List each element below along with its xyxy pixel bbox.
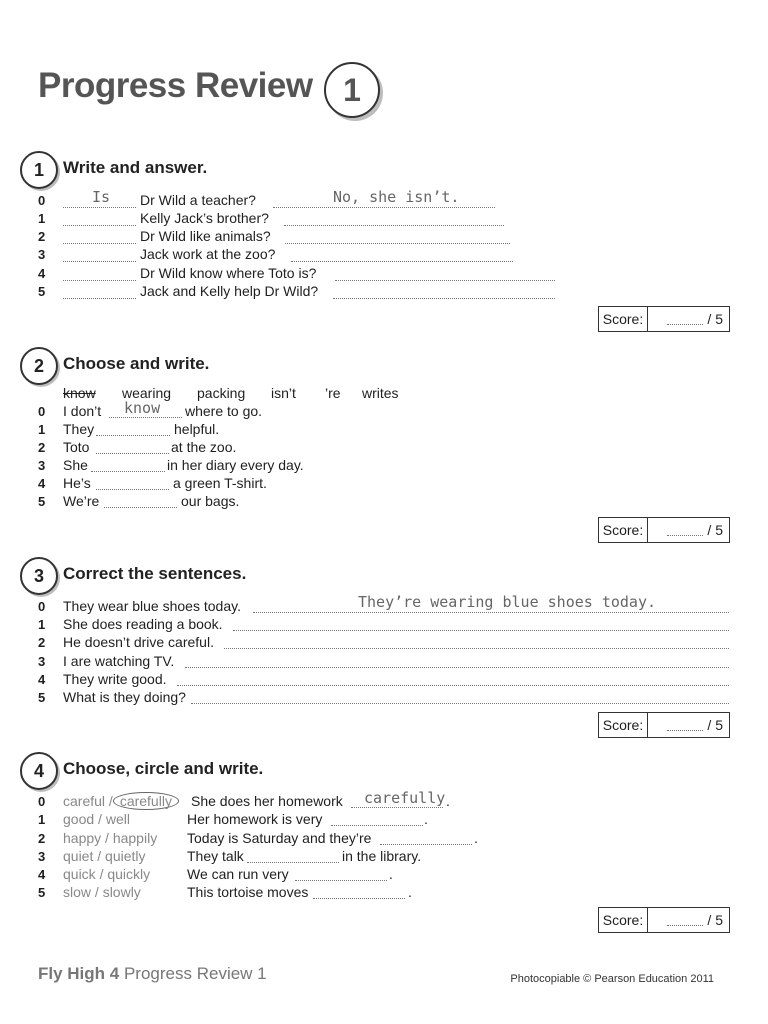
score-label: Score: — [599, 518, 648, 542]
answer-blank[interactable] — [335, 280, 555, 281]
section-1-title: Write and answer. — [63, 158, 208, 177]
item-number: 4 — [38, 266, 46, 281]
answer-blank[interactable] — [333, 298, 555, 299]
word-bank-item: packing — [197, 385, 246, 401]
sentence-end: our bags. — [181, 493, 240, 509]
section-3-number: 3 — [20, 557, 58, 595]
sentence-text: They talk — [187, 848, 244, 864]
answer-blank[interactable] — [224, 648, 729, 649]
answer-blank[interactable] — [104, 507, 177, 508]
item-number: 3 — [38, 654, 46, 669]
option-pair — [63, 811, 130, 827]
answer-blank[interactable] — [91, 471, 165, 472]
sentence-text: This tortoise moves — [187, 884, 309, 900]
question-text: Jack work at the zoo? — [140, 246, 276, 262]
answer-blank[interactable] — [253, 612, 729, 613]
score-blank[interactable] — [667, 314, 703, 325]
footer-label: Progress Review 1 — [123, 964, 267, 983]
item-number: 0 — [38, 193, 46, 208]
section-4-number: 4 — [20, 752, 58, 790]
sentence-text: Her homework is very — [187, 811, 323, 827]
answer-blank[interactable] — [96, 489, 169, 490]
question-text: Dr Wild a teacher? — [140, 192, 256, 208]
sentence-text: They wear blue shoes today. — [63, 598, 241, 614]
answer-blank[interactable] — [63, 280, 136, 281]
item-number: 5 — [38, 494, 46, 509]
section-4-title: Choose, circle and write. — [63, 759, 264, 778]
sentence-text: He doesn’t drive careful. — [63, 634, 214, 650]
answer-blank[interactable] — [291, 261, 513, 262]
option-2[interactable]: slowly — [102, 884, 141, 900]
sentence-end: helpful. — [174, 421, 220, 437]
answer-blank[interactable] — [273, 207, 495, 208]
item-number: 4 — [38, 672, 46, 687]
item-number: 4 — [38, 867, 46, 882]
sentence-text: They write good. — [63, 671, 167, 687]
slash: / — [94, 884, 99, 900]
score-box — [598, 907, 730, 933]
option-1[interactable]: slow — [63, 884, 92, 900]
option-2[interactable]: quietly — [105, 848, 146, 864]
option-2[interactable]: happily — [112, 830, 158, 846]
section-2-number: 2 — [20, 347, 58, 385]
score-total: / 5 — [707, 311, 723, 327]
sentence-start: Toto — [63, 439, 90, 455]
answer-blank[interactable] — [177, 685, 729, 686]
review-number-badge: 1 — [324, 62, 380, 118]
option-1[interactable]: quick — [63, 866, 96, 882]
score-blank[interactable] — [667, 525, 703, 536]
slash: / — [99, 866, 104, 882]
answer-blank[interactable] — [63, 243, 136, 244]
item-number: 4 — [38, 476, 46, 491]
sentence-text: Today is Saturday and they’re — [187, 830, 372, 846]
answer-blank[interactable] — [247, 862, 339, 863]
option-1[interactable]: quiet — [63, 848, 94, 864]
option-1[interactable]: good — [63, 811, 95, 827]
item-number: 1 — [38, 211, 46, 226]
sentence-text: What is they doing? — [63, 689, 186, 705]
score-label: Score: — [599, 908, 648, 932]
sentence-start: They — [63, 421, 95, 437]
sentence-text: I are watching TV. — [63, 653, 175, 669]
answer-blank[interactable] — [63, 261, 136, 262]
item-number: 2 — [38, 831, 46, 846]
word-bank-item: know — [63, 385, 96, 401]
sentence-start: She — [63, 457, 88, 473]
footer-title — [38, 964, 267, 984]
sentence-start: We’re — [63, 493, 100, 509]
score-label: Score: — [599, 307, 648, 331]
sentence-end: . — [474, 830, 478, 846]
example-answer: Is — [92, 188, 111, 206]
sentence-end: . — [389, 866, 393, 882]
option-2[interactable]: well — [105, 811, 130, 827]
sentence-text: She does her homework — [191, 793, 343, 809]
sentence-text: She does reading a book. — [63, 616, 223, 632]
score-total: / 5 — [707, 522, 723, 538]
sentence-end: at the zoo. — [171, 439, 237, 455]
sentence-end: . — [424, 811, 428, 827]
item-number: 2 — [38, 635, 46, 650]
item-number: 0 — [38, 599, 46, 614]
option-1[interactable]: careful — [63, 793, 106, 809]
answer-blank[interactable] — [96, 435, 170, 436]
example-answer: They’re wearing blue shoes today. — [358, 593, 657, 611]
page-title: Progress Review — [38, 66, 313, 105]
word-bank-item: writes — [362, 385, 399, 401]
slash: / — [108, 793, 113, 809]
sentence-text: We can run very — [187, 866, 289, 882]
section-3-title: Correct the sentences. — [63, 564, 247, 583]
option-pair — [63, 830, 157, 846]
answer-blank[interactable] — [191, 703, 729, 704]
word-bank-item: isn’t — [271, 385, 296, 401]
sentence-end: in her diary every day. — [167, 457, 304, 473]
score-total: / 5 — [707, 912, 723, 928]
question-text: Dr Wild know where Toto is? — [140, 265, 317, 281]
item-number: 0 — [38, 794, 46, 809]
item-number: 1 — [38, 812, 46, 827]
answer-blank[interactable] — [63, 207, 136, 208]
question-text: Jack and Kelly help Dr Wild? — [140, 283, 319, 299]
answer-blank[interactable] — [351, 807, 443, 808]
item-number: 3 — [38, 458, 46, 473]
item-number: 5 — [38, 690, 46, 705]
example-reply: No, she isn’t. — [333, 188, 460, 206]
option-2-circled[interactable]: carefully — [113, 792, 179, 810]
answer-blank[interactable] — [109, 417, 182, 418]
answer-blank[interactable] — [63, 298, 136, 299]
section-2-title: Choose and write. — [63, 354, 210, 373]
question-text: Dr Wild like animals? — [140, 228, 271, 244]
option-pair — [63, 884, 141, 900]
word-bank-item: ’re — [325, 385, 341, 401]
item-number: 3 — [38, 247, 46, 262]
item-number: 5 — [38, 284, 46, 299]
section-1-number: 1 — [20, 151, 58, 189]
option-1[interactable]: happy — [63, 830, 102, 846]
item-number: 1 — [38, 617, 46, 632]
word-bank-item: wearing — [122, 385, 172, 401]
answer-blank[interactable] — [96, 453, 169, 454]
score-box — [598, 306, 730, 332]
option-2[interactable]: quickly — [107, 866, 151, 882]
item-number: 0 — [38, 404, 46, 419]
score-blank[interactable] — [667, 915, 703, 926]
answer-blank[interactable] — [295, 880, 387, 881]
answer-blank[interactable] — [233, 630, 729, 631]
item-number: 1 — [38, 422, 46, 437]
answer-blank[interactable] — [313, 898, 405, 899]
item-number: 3 — [38, 849, 46, 864]
item-number: 2 — [38, 229, 46, 244]
score-total: / 5 — [707, 717, 723, 733]
item-number: 5 — [38, 885, 46, 900]
sentence-end: where to go. — [185, 403, 263, 419]
score-label: Score: — [599, 713, 648, 737]
answer-blank[interactable] — [185, 667, 729, 668]
answer-blank[interactable] — [284, 225, 504, 226]
option-pair — [63, 793, 179, 809]
sentence-start: He’s — [63, 475, 91, 491]
question-text: Kelly Jack’s brother? — [140, 210, 269, 226]
answer-blank[interactable] — [285, 243, 510, 244]
sentence-end: . — [408, 884, 412, 900]
footer-copyright: Photocopiable © Pearson Education 2011 — [510, 973, 714, 985]
score-box — [598, 712, 730, 738]
score-blank[interactable] — [667, 720, 703, 731]
option-pair — [63, 866, 150, 882]
score-box — [598, 517, 730, 543]
sentence-start: I don’t — [63, 403, 102, 419]
slash: / — [98, 811, 102, 827]
answer-blank[interactable] — [380, 844, 472, 845]
sentence-end: a green T-shirt. — [173, 475, 267, 491]
footer-brand: Fly High 4 — [38, 964, 120, 983]
sentence-end: in the library. — [342, 848, 422, 864]
option-pair — [63, 848, 146, 864]
answer-blank[interactable] — [63, 225, 136, 226]
example-answer: know — [124, 399, 161, 417]
answer-blank[interactable] — [331, 825, 423, 826]
slash: / — [97, 848, 102, 864]
slash: / — [105, 830, 109, 846]
example-answer: carefully — [364, 789, 446, 807]
item-number: 2 — [38, 440, 46, 455]
sentence-end: . — [446, 793, 450, 809]
